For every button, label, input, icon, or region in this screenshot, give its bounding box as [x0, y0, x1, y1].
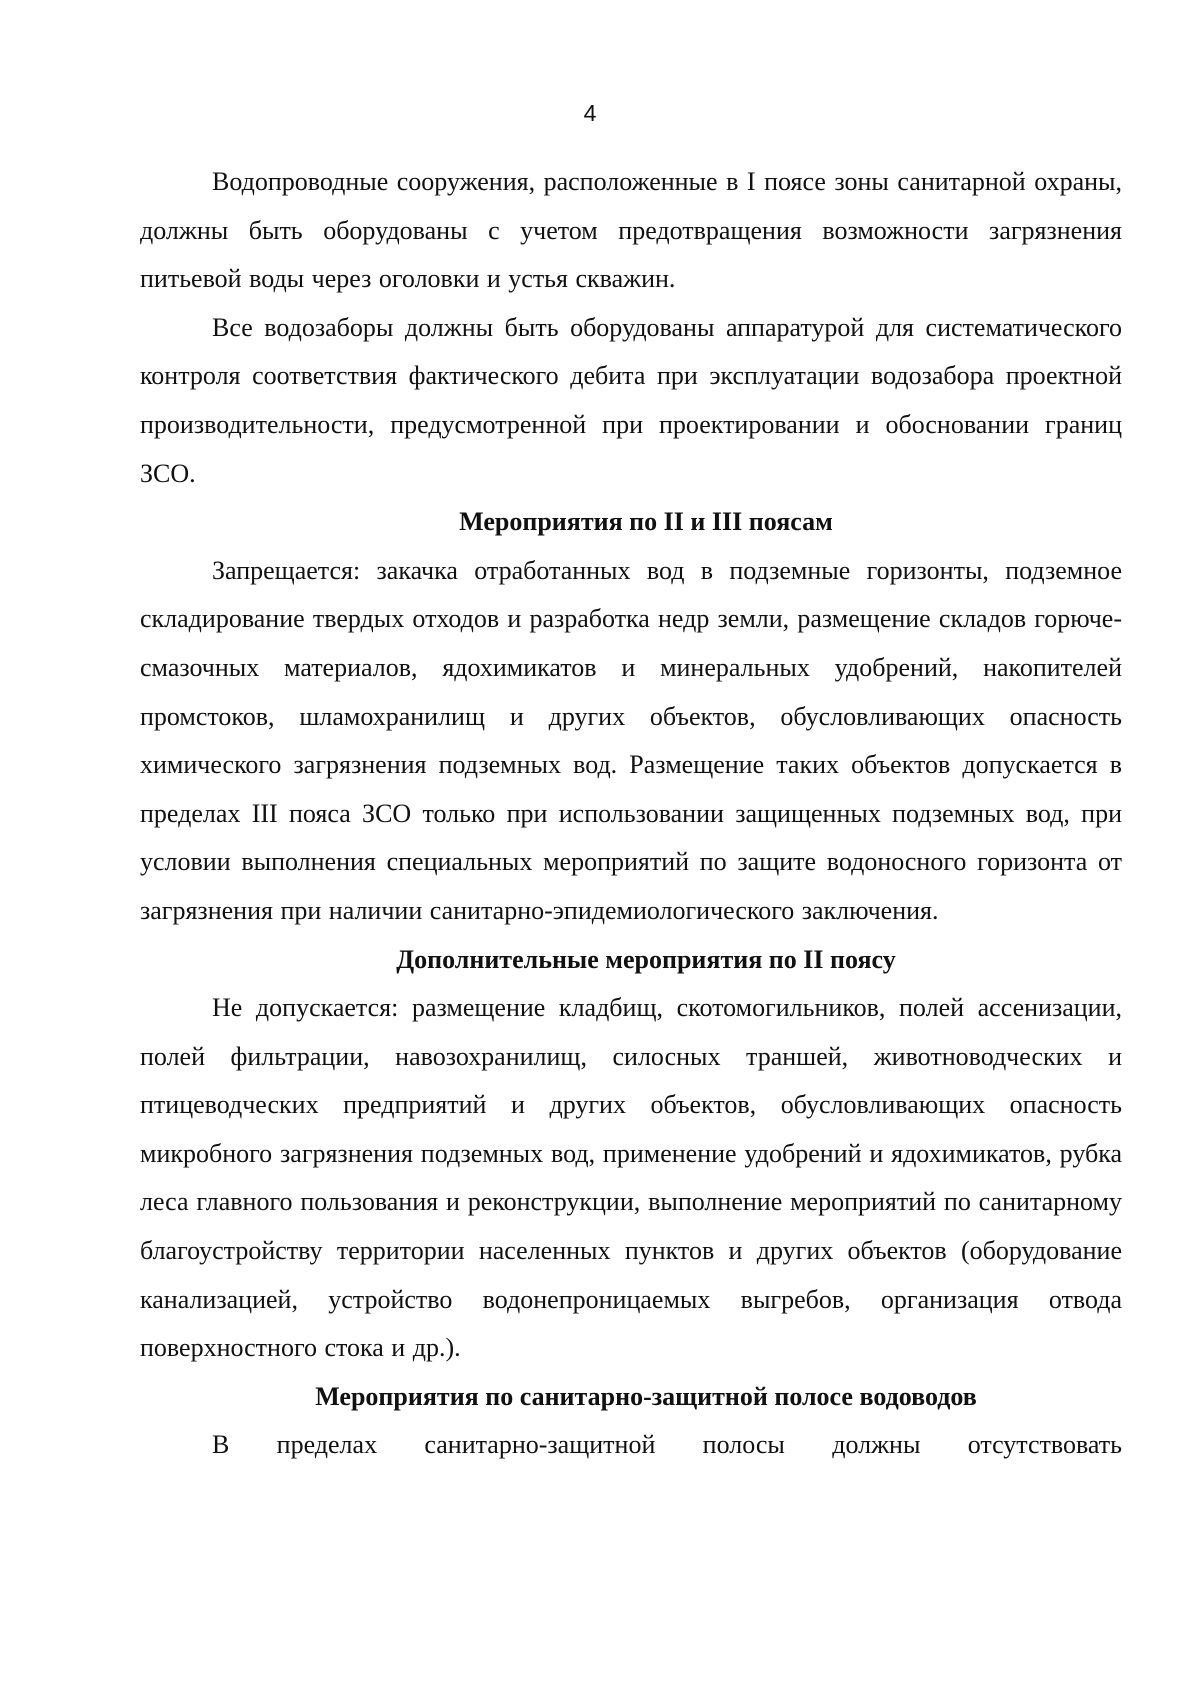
heading-sanitary-strip: Мероприятия по санитарно-защитной полосе водоводов — [315, 1381, 977, 1411]
paragraph-sanitary-strip: В пределах санитарно-защитной полосы должны отсутствовать — [212, 1430, 1122, 1460]
paragraph-prohibitions-zones-2-3: Запрещается: закачка отработанных вод в подземные горизонты, подземное складирование твердых отходов и разработка недр земли, размещение складов горюче-смазочных материалов, ядохимикатов и минеральных удобрений, накопителей промстоков, шламохранилищ и других объектов, обусловливающих опасность химического загрязнения подземных вод. Размещение таких объектов допускается в пределах III пояса ЗСО только при использовании защищенных подземных вод, при условии выполнения специальных мероприятий по защите водоносного горизонта от загрязнения при наличии санитарно-эпидемиологического заключения. — [140, 555, 1122, 925]
paragraph-prohibitions-zone-2: Не допускается: размещение кладбищ, скотомогильников, полей ассенизации, полей фильтрации, навозохранилищ, силосных траншей, животноводческих и птицеводческих предприятий и других объектов, обусловливающих опасность микробного загрязнения подземных вод, применение удобрений и ядохимикатов, рубка леса главного пользования и реконструкции, выполнение мероприятий по санитарному благоустройству территории населенных пунктов и других объектов (оборудование канализацией, устройство водонепроницаемых выгребов, организация отвода поверхностного стока и др.). — [140, 993, 1122, 1363]
heading-zones-2-3: Мероприятия по II и III поясам — [459, 507, 833, 537]
paragraph-water-intake-equipment: Все водозаборы должны быть оборудованы аппаратурой для систематического контроля соответствия фактического дебита при эксплуатации водозабора проектной производительности, предусмотренной при проектировании и обосновании границ ЗСО. — [140, 312, 1122, 488]
paragraph-zone1-structures: Водопроводные сооружения, расположенные в I поясе зоны санитарной охраны, должны быть оборудованы с учетом предотвращения возможности загрязнения питьевой воды через оголовки и устья скважин. — [140, 167, 1122, 294]
page-number: 4 — [583, 100, 597, 126]
document-body — [140, 158, 1122, 1470]
heading-zone-2-additional: Дополнительные мероприятия по II поясу — [396, 944, 896, 974]
